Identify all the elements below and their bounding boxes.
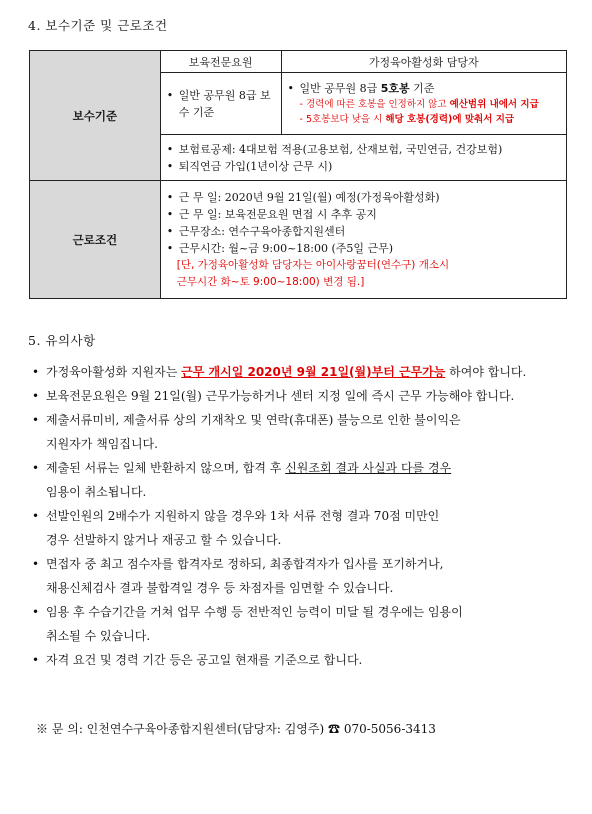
note-item: • 면접자 중 최고 점수자를 합격자로 정하되, 최종합격자가 입사를 포기하거나, 채용신체검사 결과 불합격일 경우 등 차점자를 임면할 수 있습니다. — [32, 557, 444, 595]
pay-col2: • 일반 공무원 8급 5호봉 기준 - 경력에 따른 호봉을 인정하지 않고 예산범위 내에서 지급 - 5호봉보다 낮을 시 해당 호봉(경력)에 맞춰서 지급 — [281, 73, 566, 135]
note-item: • 보육전문요원은 9월 21일(월) 근무가능하거나 센터 지정 일에 즉시 근무 가능해야 합니다. — [32, 389, 515, 403]
section-4-title: 4. 보수기준 및 근로조건 — [28, 18, 168, 33]
col1-header: 보육전문요원 — [160, 51, 281, 73]
pay-common: • 보험료공제: 4대보험 적용(고용보험, 산재보험, 국민연금, 건강보험) • 퇴직연금 가입(1년이상 근무 시) — [160, 135, 566, 181]
work-conditions: • 근 무 일: 2020년 9월 21일(월) 예정(가정육아활성화) • 근 무 일: 보육전문요원 면접 시 추후 공지 • 근무장소: 연수구육아종합지원센터 • 근무시간: 월~금 9:00~18:00 (주5일 근무) [단, 가정육아활성화 담당자는 아이사랑꿈터(연수구) 개소시 근무시간 화~토 9:00~18:00) 변경 됨.] — [160, 181, 566, 299]
work-note-line-2: 근무시간 화~토 9:00~18:00) 변경 됨.] — [176, 275, 365, 288]
section-5-title: 5. 유의사항 — [28, 333, 96, 348]
pay-col2-text: 일반 공무원 8급 5호봉 기준 — [299, 82, 435, 95]
notes-list — [32, 360, 572, 672]
note-item: • 제출서류미비, 제출서류 상의 기재착오 및 연락(휴대폰) 불능으로 인한 불이익은 지원자가 책임집니다. — [32, 413, 461, 451]
pay-col1: • 일반 공무원 8급 보수 기준 — [160, 73, 281, 135]
note-item: • 가정육아활성화 지원자는 근무 개시일 2020년 9월 21일(월)부터 근무가능 하여야 합니다. — [32, 365, 527, 379]
pay-col1-text: 일반 공무원 8급 보수 기준 — [178, 88, 271, 119]
note-item: • 자격 요건 및 경력 기간 등은 공고일 현재를 기준으로 합니다. — [32, 653, 363, 667]
work-note-line-1: [단, 가정육아활성화 담당자는 아이사랑꿈터(연수구) 개소시 — [176, 258, 450, 271]
phone-number: 070-5056-3413 — [340, 722, 436, 736]
col2-header: 가정육아활성화 담당자 — [281, 51, 566, 73]
work-item: 근 무 일: 보육전문요원 면접 시 추후 공지 — [178, 207, 377, 221]
underlined-text: 신원조회 결과 사실과 다를 경우 — [285, 461, 452, 475]
start-date-highlight: 근무 개시일 2020년 9월 21일(월)부터 근무가능 — [181, 365, 446, 379]
conditions-table — [29, 50, 567, 299]
note-item: • 제출된 서류는 일체 반환하지 않으며, 합격 후 신원조회 결과 사실과 다를 경우 임용이 취소됩니다. — [32, 461, 452, 499]
work-item: 근무장소: 연수구육아종합지원센터 — [178, 224, 346, 238]
work-item: 근무시간: 월~금 9:00~18:00 (주5일 근무) — [178, 241, 394, 255]
contact-line — [36, 720, 436, 737]
contact-text: 문 의: 인천연수구육아종합지원센터(담당자: 김영주) — [48, 722, 328, 736]
pay-note-1: - 경력에 따른 호봉을 인정하지 않고 예산범위 내에서 지급 — [299, 99, 539, 110]
pay-note-2: - 5호봉보다 낮을 시 해당 호봉(경력)에 맞춰서 지급 — [299, 114, 515, 125]
phone-icon: ☎ — [327, 722, 340, 736]
insurance-text: 보험료공제: 4대보험 적용(고용보험, 산재보험, 국민연금, 건강보험) — [178, 142, 503, 156]
note-item: • 선발인원의 2배수가 지원하지 않을 경우와 1차 서류 전형 결과 70점 미만인 경우 선발하지 않거나 재공고 할 수 있습니다. — [32, 509, 440, 547]
work-item: 근 무 일: 2020년 9월 21일(월) 예정(가정육아활성화) — [178, 190, 440, 204]
note-item: • 임용 후 수습기간을 거쳐 업무 수행 등 전반적인 능력이 미달 될 경우에는 임용이 취소될 수 있습니다. — [32, 605, 463, 643]
pay-label: 보수기준 — [30, 51, 161, 181]
work-label: 근로조건 — [30, 181, 161, 299]
reference-mark: ※ — [36, 722, 49, 736]
pension-text: 퇴직연금 가입(1년이상 근무 시) — [178, 159, 333, 173]
